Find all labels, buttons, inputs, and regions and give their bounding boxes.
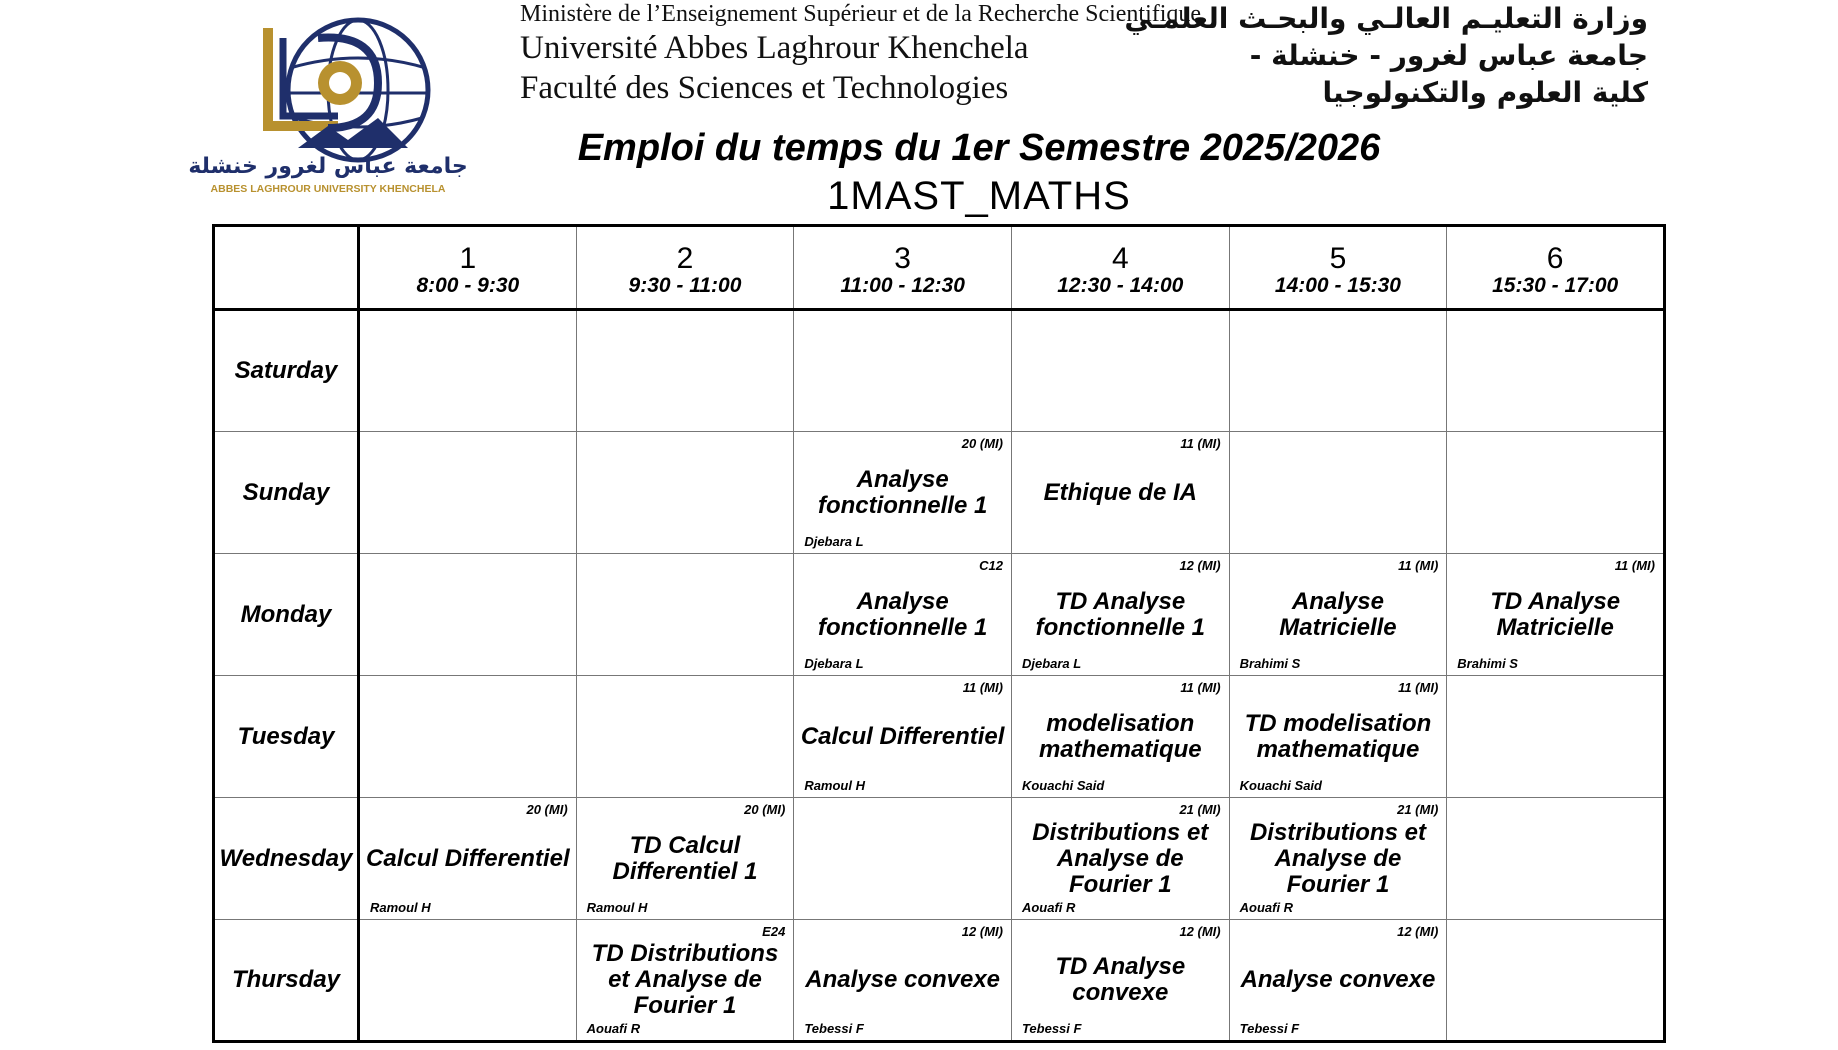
page-title: Emploi du temps du 1er Semestre 2025/2026 — [577, 127, 1381, 169]
class-name: 1MAST_MATHS — [827, 174, 1131, 218]
session-cell — [1229, 310, 1447, 432]
teacher-name: Aouafi R — [586, 1021, 641, 1036]
session-cell — [1447, 432, 1665, 554]
day-label: Saturday — [214, 310, 359, 432]
session-cell — [1229, 676, 1447, 798]
slot-header-row — [214, 226, 1665, 310]
course-name: TD Calcul Differentiel 1 — [612, 831, 758, 885]
room-label: 12 (MI) — [1179, 558, 1221, 573]
session-cell — [794, 676, 1012, 798]
day-label: Monday — [214, 554, 359, 676]
teacher-name: Djebara L — [804, 534, 864, 549]
session-cell — [576, 432, 794, 554]
session-cell — [1011, 920, 1229, 1042]
room-label: 12 (MI) — [961, 924, 1003, 939]
teacher-name: Tebessi F — [804, 1021, 864, 1036]
room-label: 20 (MI) — [961, 436, 1003, 451]
room-label: 12 (MI) — [1397, 924, 1439, 939]
room-label: 11 (MI) — [1398, 680, 1439, 695]
session-cell — [1229, 432, 1447, 554]
day-row — [214, 920, 1665, 1042]
teacher-name: Aouafi R — [1239, 900, 1294, 915]
session-cell — [359, 676, 577, 798]
teacher-name: Aouafi R — [1021, 900, 1076, 915]
session-cell — [1011, 676, 1229, 798]
session-cell — [1229, 798, 1447, 920]
room-label: 11 (MI) — [1180, 436, 1221, 451]
session-cell — [1447, 554, 1665, 676]
logo-arabic-text: جامعة عباس لغرور خنشلة — [188, 154, 468, 179]
room-label: 21 (MI) — [1179, 802, 1221, 817]
corner-cell — [214, 226, 359, 310]
teacher-name: Kouachi Said — [1021, 778, 1105, 793]
course-name: Analyse convexe — [1240, 966, 1436, 993]
teacher-name: Tebessi F — [1239, 1021, 1300, 1036]
header-french — [520, 0, 1201, 108]
faculty-fr: Faculté des Sciences et Technologies — [520, 70, 1009, 106]
teacher-name: Tebessi F — [1021, 1021, 1082, 1036]
slot-header: 1 8:00 - 9:30 — [359, 226, 577, 310]
room-label: 11 (MI) — [1180, 680, 1221, 695]
day-label: Tuesday — [214, 676, 359, 798]
session-cell — [794, 554, 1012, 676]
logo-english-text: ABBES LAGHROUR UNIVERSITY KHENCHELA — [210, 183, 446, 195]
faculty-ar: كلية العلوم والتكنولوجيا — [1322, 76, 1648, 109]
room-label: 20 (MI) — [526, 802, 568, 817]
session-cell — [1447, 310, 1665, 432]
slot-header: 4 12:30 - 14:00 — [1011, 226, 1229, 310]
teacher-name: Brahimi S — [1239, 656, 1301, 671]
session-cell — [794, 432, 1012, 554]
course-name: TD Analyse Matricielle — [1490, 587, 1621, 641]
course-name: Distributions et Analyse de Fourier 1 — [1249, 818, 1426, 898]
session-cell — [1447, 920, 1665, 1042]
room-label: 20 (MI) — [744, 802, 786, 817]
slot-header: 5 14:00 - 15:30 — [1229, 226, 1447, 310]
room-label: 11 (MI) — [962, 680, 1003, 695]
session-cell — [359, 432, 577, 554]
room-label: 12 (MI) — [1179, 924, 1221, 939]
university-fr: Université Abbes Laghrour Khenchela — [520, 30, 1029, 66]
course-name: Calcul Differentiel — [366, 844, 570, 872]
session-cell — [1011, 798, 1229, 920]
teacher-name: Djebara L — [804, 656, 864, 671]
slot-header: 2 9:30 - 11:00 — [576, 226, 794, 310]
day-row — [214, 310, 1665, 432]
session-cell — [1229, 920, 1447, 1042]
course-name: Analyse Matricielle — [1279, 587, 1397, 641]
session-cell — [576, 920, 794, 1042]
day-label: Sunday — [214, 432, 359, 554]
room-label: E24 — [762, 924, 786, 939]
day-label: Thursday — [214, 920, 359, 1042]
course-name: modelisation mathematique — [1038, 709, 1202, 763]
session-cell — [576, 554, 794, 676]
session-cell — [1011, 554, 1229, 676]
day-label: Wednesday — [214, 798, 359, 920]
timetable — [212, 224, 1666, 1043]
day-row — [214, 432, 1665, 554]
course-name: Analyse fonctionnelle 1 — [817, 587, 988, 641]
teacher-name: Djebara L — [1021, 656, 1082, 671]
room-label: 11 (MI) — [1398, 558, 1439, 573]
session-cell — [359, 310, 577, 432]
session-cell — [1447, 676, 1665, 798]
session-cell — [576, 798, 794, 920]
session-cell — [359, 554, 577, 676]
course-name: Analyse fonctionnelle 1 — [817, 465, 988, 519]
teacher-name: Brahimi S — [1457, 656, 1518, 671]
course-name: TD Distributions et Analyse de Fourier 1 — [591, 940, 779, 1019]
session-cell — [359, 920, 577, 1042]
day-row — [214, 798, 1665, 920]
teacher-name: Ramoul H — [586, 900, 648, 915]
course-name: Ethique de IA — [1043, 478, 1197, 506]
room-label: C12 — [979, 558, 1003, 573]
course-name: TD Analyse convexe — [1055, 953, 1186, 1006]
session-cell — [794, 798, 1012, 920]
session-cell — [1447, 798, 1665, 920]
teacher-name: Ramoul H — [804, 778, 865, 793]
course-name: TD Analyse fonctionnelle 1 — [1035, 587, 1205, 641]
session-cell — [1011, 310, 1229, 432]
header-arabic — [1124, 0, 1648, 111]
session-cell — [1229, 554, 1447, 676]
session-cell — [794, 310, 1012, 432]
ministry-ar: وزارة التعليـم العالـي والبحـث العلمـي — [1124, 2, 1648, 35]
course-name: Distributions et Analyse de Fourier 1 — [1032, 818, 1209, 898]
room-label: 21 (MI) — [1397, 802, 1439, 817]
session-cell — [576, 310, 794, 432]
session-cell — [794, 920, 1012, 1042]
day-row — [214, 676, 1665, 798]
room-label: 11 (MI) — [1614, 558, 1655, 573]
teacher-name: Ramoul H — [370, 900, 431, 915]
slot-header: 3 11:00 - 12:30 — [794, 226, 1012, 310]
course-name: TD modelisation mathematique — [1244, 709, 1432, 763]
course-name: Analyse convexe — [805, 966, 1001, 993]
day-row — [214, 554, 1665, 676]
ministry-fr: Ministère de l’Enseignement Supérieur et de la Recherche Scientifique — [520, 1, 1202, 27]
session-cell — [576, 676, 794, 798]
slot-header: 6 15:30 - 17:00 — [1447, 226, 1665, 310]
university-ar: جامعة عباس لغرور - خنشلة - — [1249, 39, 1648, 72]
session-cell — [1011, 432, 1229, 554]
session-cell — [359, 798, 577, 920]
course-name: Calcul Differentiel — [800, 722, 1005, 750]
teacher-name: Kouachi Said — [1239, 778, 1322, 793]
